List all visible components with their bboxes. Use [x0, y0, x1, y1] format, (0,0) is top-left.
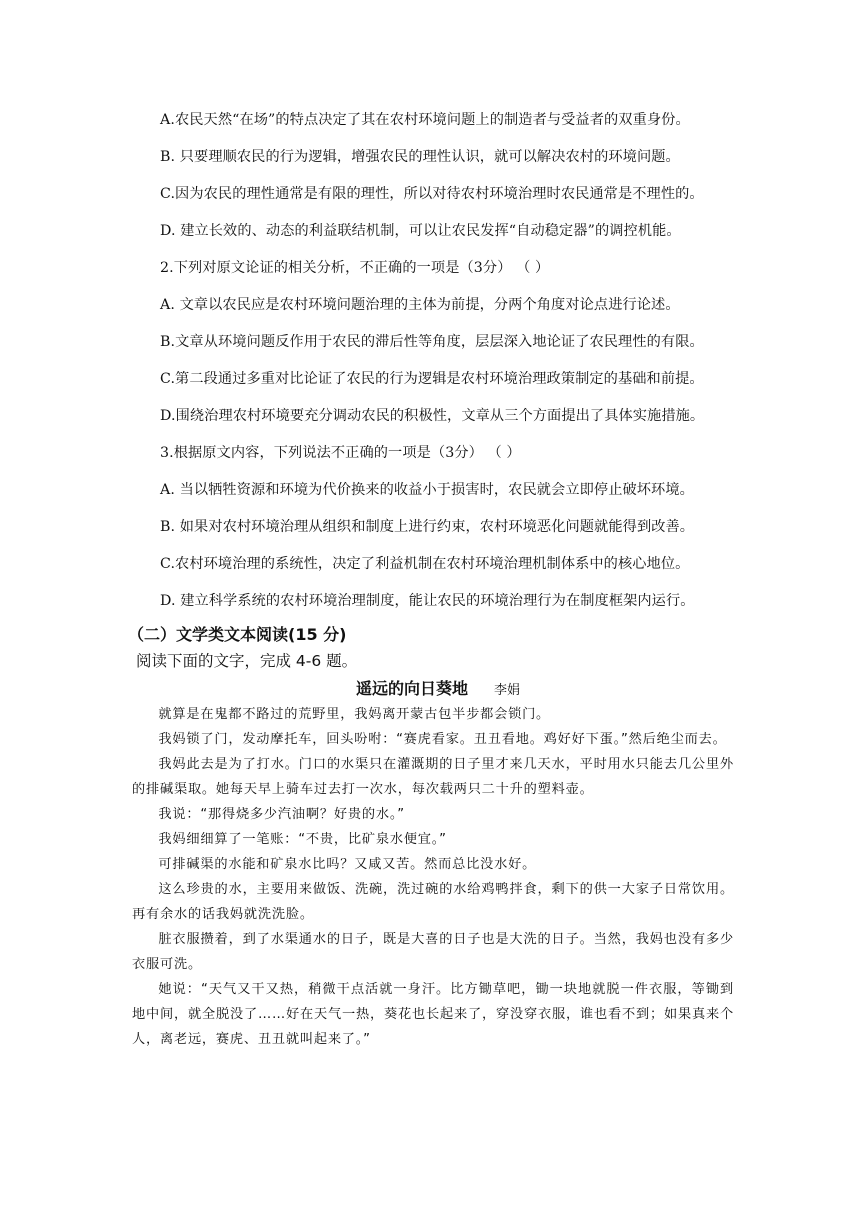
q2-option-b: B.文章从环境问题反作用于农民的滞后性等角度，层层深入地论证了农民理性的有限。	[160, 334, 704, 350]
q2-option-a: A. 文章以农民应是农村环境问题治理的主体为前提，分两个角度对论点进行论述。	[160, 297, 680, 313]
q1-option-b: B. 只要理顺农民的行为逻辑，增强农民的理性认识，就可以解决农村的环境问题。	[160, 149, 680, 165]
q2-option-d: D.围绕治理农村环境要充分调动农民的积极性，文章从三个方面提出了具体实施措施。	[160, 408, 705, 424]
story-body	[132, 702, 734, 1052]
story-paragraph: 我妈细细算了一笔账：“不贵，比矿泉水便宜。”	[158, 832, 447, 847]
reading-instruction: 阅读下面的文字，完成 4-6 题。	[136, 652, 358, 670]
q3-stem: 3.根据原文内容，下列说法不正确的一项是（3分） （ ）	[160, 445, 521, 461]
q1-option-d: D. 建立长效的、动态的利益联结机制，可以让农民发挥“自动稳定器”的调控机能。	[160, 223, 681, 239]
q2-stem: 2.下列对原文论证的相关分析，不正确的一项是（3分） （ ）	[160, 260, 550, 276]
q1-option-a: A.农民天然“在场”的特点决定了其在农村环境问题上的制造者与受益者的双重身份。	[160, 112, 690, 128]
story-title-line	[356, 678, 520, 702]
story-paragraph: 这么珍贵的水，主要用来做饭、洗碗，洗过碗的水给鸡鸭拌食，剩下的供一大家子日常饮用。再有余水的话我妈就洗洗脸。	[132, 882, 734, 922]
story-paragraph: 我说：“那得烧多少汽油啊？好贵的水。”	[158, 807, 405, 822]
story-author: 李娟	[494, 683, 521, 698]
q1-option-c: C.因为农民的理性通常是有限的理性，所以对待农村环境治理时农民通常是不理性的。	[160, 186, 704, 202]
q3-option-a: A. 当以牺牲资源和环境为代价换来的收益小于损害时，农民就会立即停止破坏环境。	[160, 482, 694, 498]
story-paragraph: 我妈锁了门，发动摩托车，回头吩咐：“赛虎看家。丑丑看地。鸡好好下蛋。”然后绝尘而去。	[158, 732, 727, 747]
story-paragraph: 可排碱渠的水能和矿泉水比吗？又咸又苦。然而总比没水好。	[158, 857, 537, 872]
story-title: 遥远的向日葵地	[356, 679, 469, 698]
q3-option-b: B. 如果对农村环境治理从组织和制度上进行约束，农村环境恶化问题就能得到改善。	[160, 519, 695, 535]
q2-option-c: C.第二段通过多重对比论证了农民的行为逻辑是农村环境治理政策制定的基础和前提。	[160, 371, 704, 387]
section-heading: （二）文学类文本阅读(15 分)	[128, 625, 347, 644]
q3-option-d: D. 建立科学系统的农村环境治理制度，能让农民的环境治理行为在制度框架内运行。	[160, 593, 695, 609]
q3-option-c: C.农村环境治理的系统性，决定了利益机制在农村环境治理机制体系中的核心地位。	[160, 556, 690, 572]
story-paragraph: 她说：“天气又干又热，稍微干点活就一身汗。比方锄草吧，锄一块地就脱一件衣服，等锄到地中间，就全脱没了……好在天气一热，葵花也长起来了，穿没穿衣服，谁也看不到；如果真来个人，离老远，赛虎、丑丑就叫起来了。”	[132, 982, 734, 1047]
story-paragraph: 就算是在鬼都不路过的荒野里，我妈离开蒙古包半步都会锁门。	[158, 707, 551, 722]
story-paragraph: 我妈此去是为了打水。门口的水渠只在灌溉期的日子里才来几天水，平时用水只能去几公里外的排碱渠取。她每天早上骑车过去打一次水，每次载两只二十升的塑料壶。	[132, 757, 734, 797]
story-paragraph: 脏衣服攒着，到了水渠通水的日子，既是大喜的日子也是大洗的日子。当然，我妈也没有多少衣服可洗。	[132, 932, 734, 972]
